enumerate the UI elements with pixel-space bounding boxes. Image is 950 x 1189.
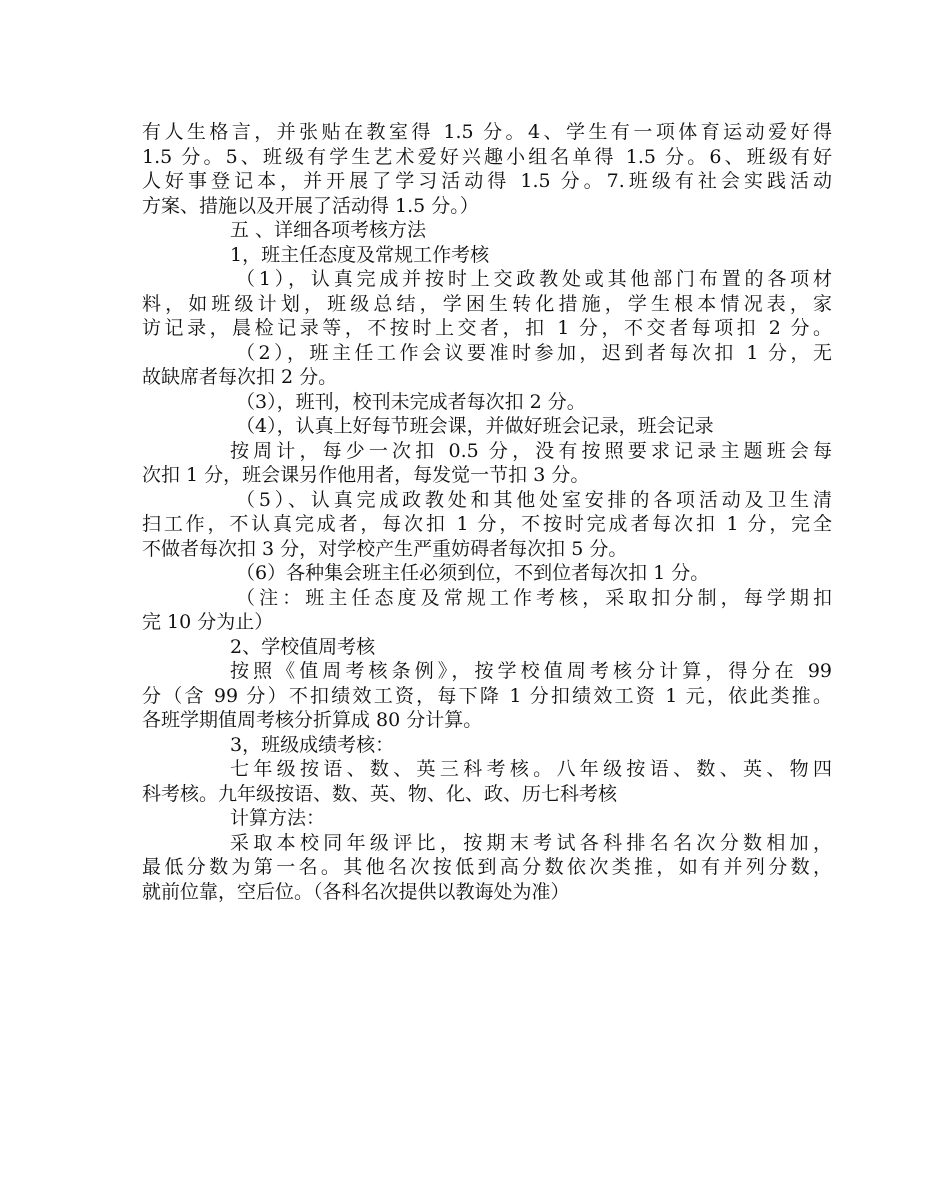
text-line: 最低分数为第一名。其他名次按低到高分数依次类推，如有并列分数， <box>142 856 832 878</box>
text-line: 料，如班级计划，班级总结，学困生转化措施，学生根本情况表，家 <box>142 292 832 315</box>
text-line: 有人生格言，并张贴在教室得 1.5 分。4、学生有一项体育运动爱好得 <box>142 121 832 143</box>
text-line: （5）、认真完成政教处和其他处室安排的各项活动及卫生清 <box>236 488 832 511</box>
text-line: （注：班主任态度及常规工作考核，采取扣分制，每学期扣 <box>236 586 832 609</box>
text-line: 七年级按语、数、英三科考核。八年级按语、数、英、物四 <box>230 758 832 780</box>
text-line: 2、学校值周考核 <box>230 635 376 658</box>
text-line: 按照《值周考核条例》，按学校值周考核分计算，得分在 99 <box>230 660 832 682</box>
text-line: 科考核。九年级按语、数、英、物、化、政、历七科考核 <box>142 782 618 805</box>
text-line: 3，班级成绩考核： <box>230 733 395 756</box>
text-line: 访记录，晨检记录等，不按时上交者，扣 1 分，不交者每项扣 2 分。 <box>142 317 832 339</box>
text-line: （1），认真完成并按时上交政教处或其他部门布置的各项材 <box>236 268 832 290</box>
text-line: 完 10 分为止） <box>142 611 274 633</box>
text-line: 1，班主任态度及常规工作考核 <box>230 243 490 266</box>
document-body <box>142 120 832 904</box>
text-line: 人好事登记本，并开展了学习活动得 1.5 分。7.班级有社会实践活动 <box>142 170 832 192</box>
text-line: 方案、措施以及开展了活动得 1.5 分。） <box>142 194 479 217</box>
text-line: 计算方法： <box>230 807 326 829</box>
text-line: 扫工作，不认真完成者，每次扣 1 分，不按时完成者每次扣 1 分，完全 <box>142 513 832 535</box>
text-line: 1.5 分。5、班级有学生艺术爱好兴趣小组名单得 1.5 分。6、班级有好 <box>142 145 832 168</box>
text-line: 不做者每次扣 3 分，对学校产生严重妨碍者每次扣 5 分。 <box>142 537 628 560</box>
text-line: 各班学期值周考核分折算成 80 分计算。 <box>142 709 483 731</box>
text-line: 五 、详细各项考核方法 <box>230 219 427 241</box>
text-line: （2），班主任工作会议要准时参加，迟到者每次扣 1 分，无 <box>236 341 832 364</box>
text-line: （3），班刊，校刊未完成者每次扣 2 分。 <box>236 390 586 413</box>
text-line: 分（含 99 分）不扣绩效工资，每下降 1 分扣绩效工资 1 元，依此类推。 <box>142 684 832 707</box>
text-line: 按周计，每少一次扣 0.5 分，没有按照要求记录主题班会每 <box>230 439 832 462</box>
text-line: 采取本校同年级评比，按期末考试各科排名名次分数相加， <box>230 831 832 854</box>
text-line: 就前位靠，空后位。（各科名次提供以教诲处为准） <box>142 880 570 903</box>
text-line: 次扣 1 分，班会课另作他用者，每发觉一节扣 3 分。 <box>142 464 590 486</box>
text-line: （6）各种集会班主任必须到位，不到位者每次扣 1 分。 <box>236 562 710 584</box>
text-line: （4），认真上好每节班会课，并做好班会记录，班会记录 <box>236 415 714 437</box>
text-line: 故缺席者每次扣 2 分。 <box>142 366 338 388</box>
